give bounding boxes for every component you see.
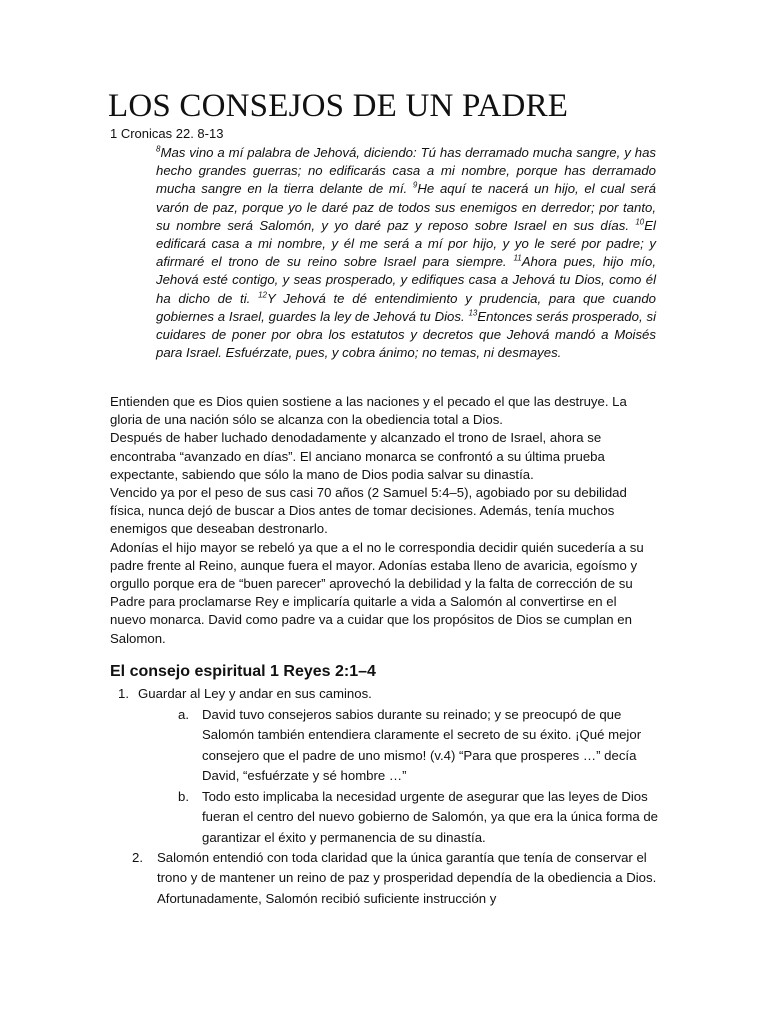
list-item: [132, 848, 662, 909]
verse-text: Ahora pues, hijo mío, Jehová esté contigo, y seas prosperado, y edifiques casa a Jehová tu Dios, como él ha dicho de ti.: [156, 254, 656, 306]
sub-list-item: [178, 787, 658, 848]
sub-list-letter: a.: [178, 707, 189, 722]
verse-number: 10: [635, 217, 645, 227]
sub-list-text: Todo esto implicaba la necesidad urgente de asegurar que las leyes de Dios fueran el centro del nuevo gobierno de Salomón, ya que era la única forma de garantizar el éxito y permanencia de su dinastía.: [202, 789, 658, 845]
paragraph: Entienden que es Dios quien sostiene a las naciones y el pecado el que las destruye. La gloria de una nación sólo se alcanza con la obediencia total a Dios.: [110, 394, 627, 428]
paragraph: Después de haber luchado denodadamente y alcanzado el trono de Israel, ahora se encontraba “avanzado en días”. El anciano monarca se confrontó a su última prueba expectante, sabiendo que sólo la mano de Dios podia salvar su dinastía.: [110, 430, 605, 482]
verse-number: 13: [468, 308, 478, 318]
verse-text: Mas vino a mí palabra de Jehová, diciendo: Tú has derramado mucha sangre, y has hecho grandes guerras; no edificarás casa a mi nombre, porque has derramado mucha sangre en la tierra delante de mí.: [156, 145, 656, 197]
scripture-passage: [156, 144, 656, 362]
list-item-text: Salomón entendió con toda claridad que la única garantía que tenía de conservar el trono y de mantener un reino de paz y prosperidad dependía de la obediencia a Dios. Afortunadamente, Salomón recibió suficiente instrucción y: [157, 850, 657, 906]
document-title: LOS CONSEJOS DE UN PADRE: [108, 88, 569, 124]
sub-list-item: [178, 705, 658, 786]
verse-text: Y Jehová te dé entendimiento y prudencia, para que cuando gobiernes a Israel, guardes la ley de Jehová tu Dios.: [156, 290, 656, 324]
paragraph: Adonías el hijo mayor se rebeló ya que a el no le correspondia decidir quién sucedería a su padre frente al Reino, aunque fuera el mayor. Adonías estaba lleno de avaricia, egoísmo y orgullo porque era de “buen parecer” aprovechó la debilidad y la falta de corrección de su Padre para proclamarse Rey e implicaría quitarle a vida a Salomón al convertirse en el nuevo monarca. David como padre va a cuidar que los propósitos de Dios se cumplan en Salomon.: [110, 539, 644, 646]
list-number: 1.: [118, 686, 129, 701]
paragraph: Vencido ya por el peso de sus casi 70 años (2 Samuel 5:4–5), agobiado por su debilidad física, nunca dejó de buscar a Dios antes de tomar decisiones. Además, tenía muchos enemigos que deseaban destronarlo.: [110, 485, 627, 537]
section-heading: El consejo espiritual 1 Reyes 2:1–4: [110, 663, 376, 680]
body-text: [110, 393, 656, 648]
list-item: [118, 684, 372, 704]
scripture-reference: 1 Cronicas 22. 8-13: [110, 126, 224, 141]
list-number: 2.: [132, 850, 143, 865]
sub-list-text: David tuvo consejeros sabios durante su reinado; y se preocupó de que Salomón también entendiera claramente el secreto de su éxito. ¡Qué mejor consejero que el padre de uno mismo! (v.4) “Para que prosperes …” decía David, “esfuérzate y sé hombre …”: [202, 707, 642, 783]
sub-list-letter: b.: [178, 789, 189, 804]
verse-number: 12: [258, 290, 267, 300]
verse-text: Entonces serás prosperado, si cuidares de poner por obra los estatutos y decretos que Jehová mandó a Moisés para Israel. Esfuérzate, pues, y cobra ánimo; no temas, ni desmayes.: [156, 308, 656, 361]
list-item-text: Guardar al Ley y andar en sus caminos.: [138, 686, 372, 701]
verse-number: 8: [156, 144, 161, 154]
verse-text: El edificará casa a mi nombre, y él me será a mí por hijo, y yo le seré por padre; y afirmaré el trono de su reino sobre Israel para siempre.: [156, 217, 656, 270]
verse-text: He aquí te nacerá un hijo, el cual será varón de paz, porque yo le daré paz de todos sus enemigos en derredor; por tanto, su nombre será Salomón, y yo daré paz y reposo sobre Israel en sus días.: [156, 181, 656, 233]
verse-number: 9: [412, 181, 418, 191]
verse-number: 11: [513, 253, 522, 263]
